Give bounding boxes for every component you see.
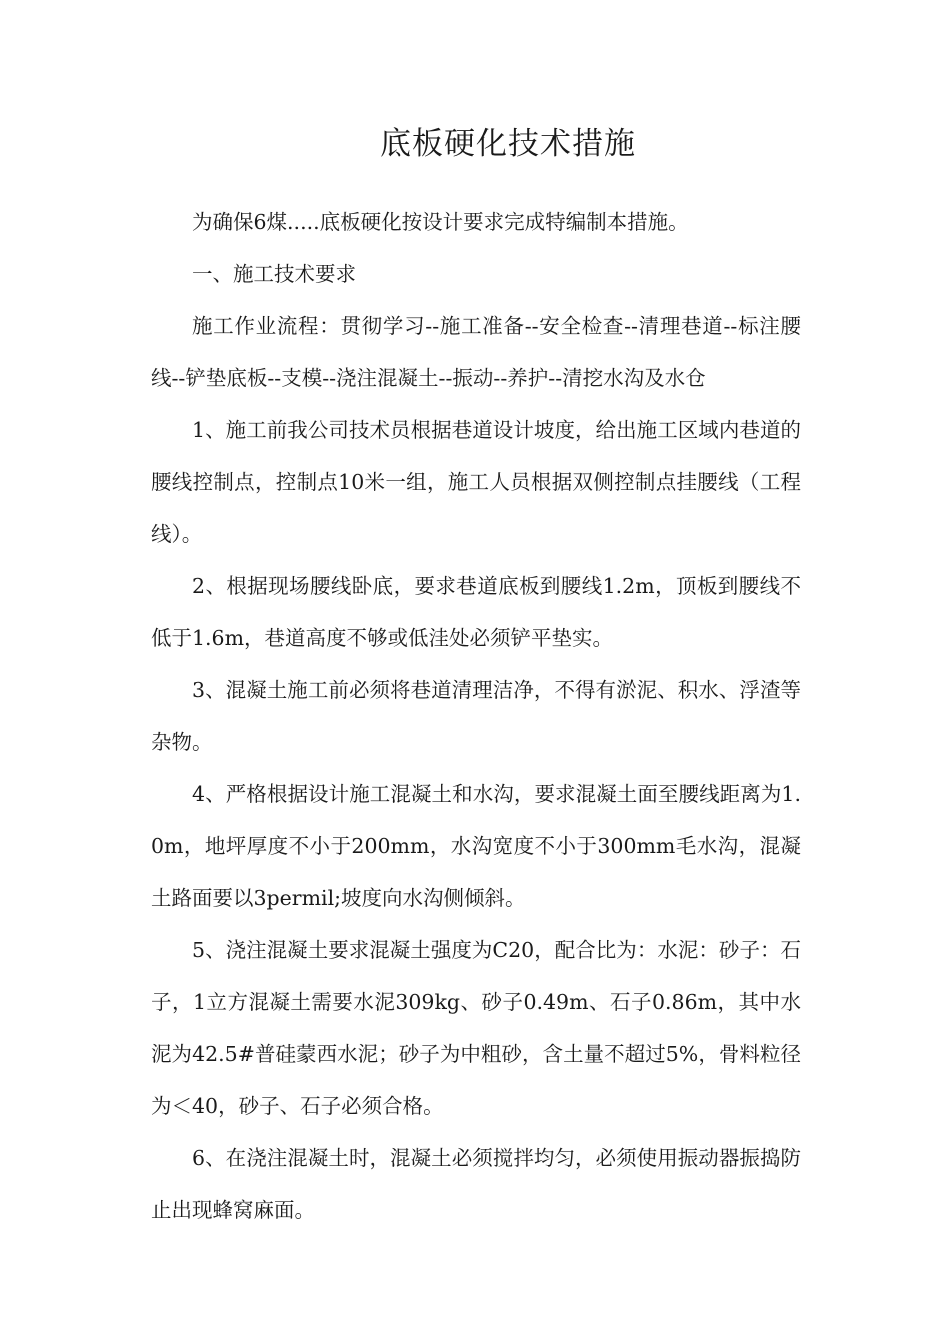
item-4-paragraph: 4、严格根据设计施工混凝土和水沟，要求混凝土面至腰线距离为1.0m，地坪厚度不小于200mm，水沟宽度不小于300mm毛水沟，混凝土路面要以3permil;坡度向水沟侧倾斜。	[151, 782, 801, 910]
item-6-paragraph: 6、在浇注混凝土时，混凝土必须搅拌均匀，必须使用振动器振捣防止出现蜂窝麻面。	[151, 1146, 801, 1222]
item-5-paragraph: 5、浇注混凝土要求混凝土强度为C20，配合比为：水泥：砂子：石子，1立方混凝土需要水泥309kg、砂子0.49m、石子0.86m，其中水泥为42.5#普硅蒙西水泥；砂子为中粗砂，含土量不超过5%，骨料粒径为＜40，砂子、石子必须合格。	[151, 938, 801, 1118]
item-3-paragraph: 3、混凝土施工前必须将巷道清理洁净，不得有淤泥、积水、浮渣等杂物。	[151, 678, 801, 754]
document-body	[151, 196, 801, 1236]
intro-paragraph: 为确保6煤.....底板硬化按设计要求完成特编制本措施。	[192, 210, 689, 234]
section-heading: 一、施工技术要求	[192, 262, 356, 286]
item-2-paragraph: 2、根据现场腰线卧底，要求巷道底板到腰线1.2m，顶板到腰线不低于1.6m，巷道高度不够或低洼处必须铲平垫实。	[151, 574, 801, 650]
page-title: 底板硬化技术措施	[380, 126, 636, 162]
workflow-paragraph: 施工作业流程：贯彻学习--施工准备--安全检查--清理巷道--标注腰线--铲垫底板--支模--浇注混凝土--振动--养护--清挖水沟及水仓	[151, 314, 801, 390]
item-1-paragraph: 1、施工前我公司技术员根据巷道设计坡度，给出施工区域内巷道的腰线控制点，控制点10米一组，施工人员根据双侧控制点挂腰线（工程线）。	[151, 418, 801, 546]
